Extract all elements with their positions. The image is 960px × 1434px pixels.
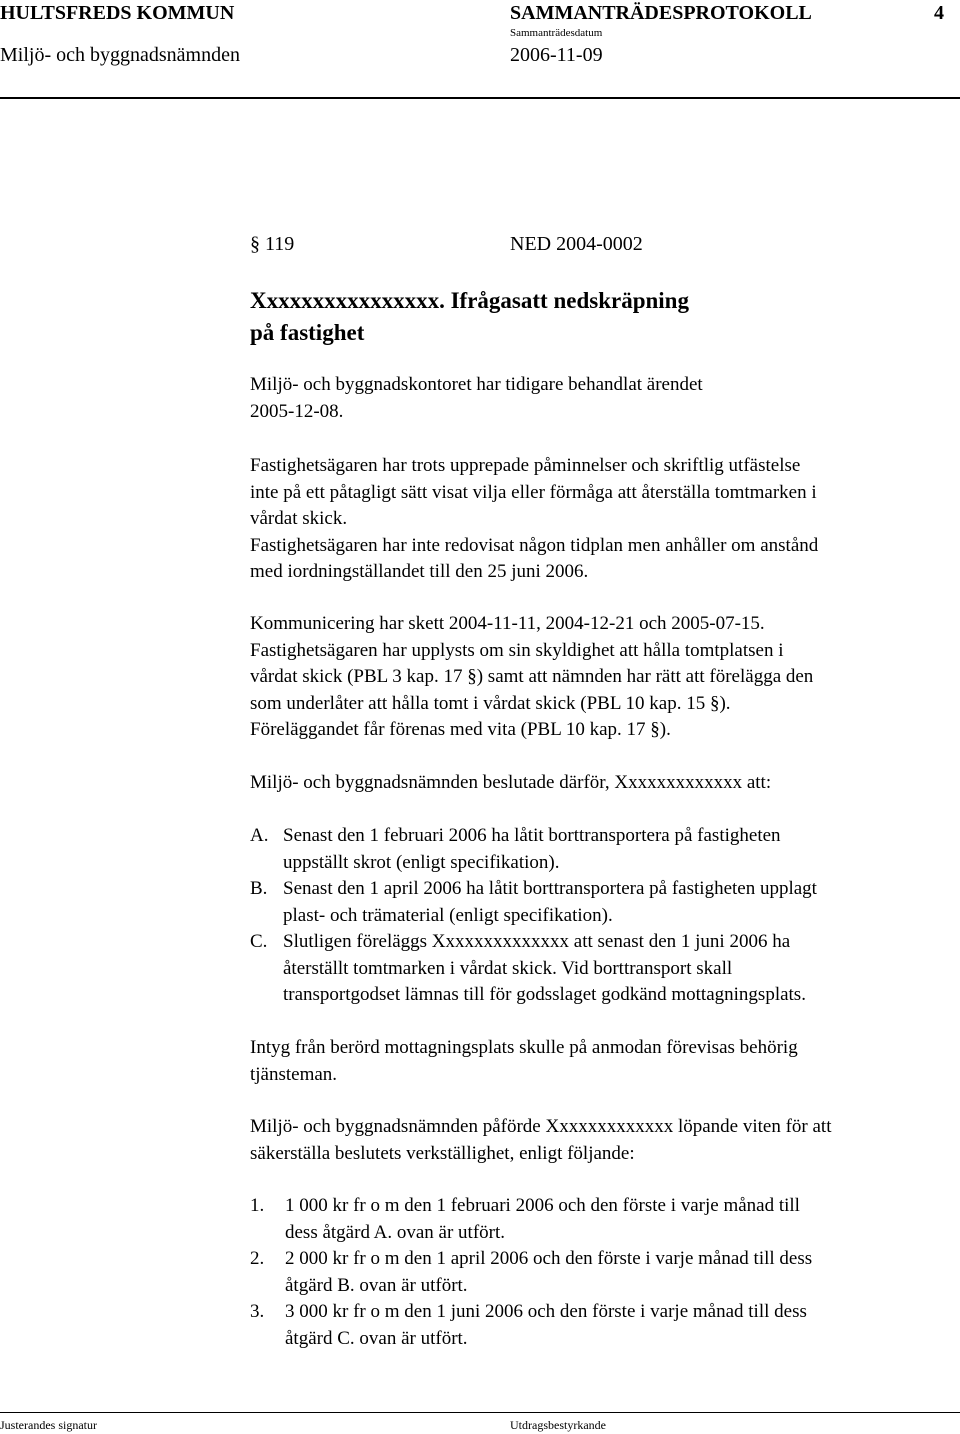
paragraph-fines-intro: Miljö- och byggnadsnämnden påförde Xxxxxxxxxxxxx löpande viten för att säkerställa beslutets verkställighet, enligt följande: xyxy=(250,1116,832,1164)
paragraph-communication: Kommunicering har skett 2004-11-11, 2004-12-21 och 2005-07-15. Fastighetsägaren har upplysts om sin skyldighet att hålla tomtplatsen i vårdat skick (PBL 3 kap. 17 §) samt att nämnden har rätt att förelägga den som underlåter att hålla tomt i vårdat skick (PBL 10 kap. 15 §). Föreläggandet får förenas med vita (PBL 10 kap. 17 §). xyxy=(250,613,814,740)
paragraph-number: § 119 xyxy=(250,233,295,255)
extract-certification-label: Utdragsbestyrkande xyxy=(510,1418,606,1432)
decision-intro: Miljö- och byggnadsnämnden beslutade därför, Xxxxxxxxxxxxx att: xyxy=(250,772,772,793)
decision-label-a: A. xyxy=(250,825,269,846)
decision-item-b: Senast den 1 april 2006 ha låtit borttransportera på fastigheten upplagt plast- och trämaterial (enligt specifikation). xyxy=(283,878,817,926)
org-name: HULTSFREDS KOMMUN xyxy=(0,2,235,24)
footer-rule xyxy=(0,1412,960,1413)
paragraph-history: Miljö- och byggnadskontoret har tidigare behandlat ärendet 2005-12-08. xyxy=(250,374,703,422)
fine-item-3: 3 000 kr fr o m den 1 juni 2006 och den förste i varje månad till dess åtgärd C. ovan är utfört. xyxy=(285,1301,807,1349)
decision-label-b: B. xyxy=(250,878,268,899)
decision-label-c: C. xyxy=(250,931,268,952)
fine-label-3: 3. xyxy=(250,1301,265,1322)
fine-label-1: 1. xyxy=(250,1195,265,1216)
doc-type: SAMMANTRÄDESPROTOKOLL xyxy=(510,2,812,24)
case-dnr: NED 2004-0002 xyxy=(510,233,643,255)
paragraph-owner: Fastighetsägaren har trots upprepade påminnelser och skriftlig utfästelse inte på ett påtagligt sätt visat vilja eller förmåga att återställa tomtmarken i vårdat skick. Fastighetsägaren har inte redovisat någon tidplan men anhåller om anstånd med iordningställandet till den 25 juni 2006. xyxy=(250,455,819,582)
decision-item-c: Slutligen föreläggs Xxxxxxxxxxxxxx att senast den 1 juni 2006 ha återställt tomtmarken i vårdat skick. Vid borttransport skall transportgodset lämnas till för godsslaget godkänd mottagningsplats. xyxy=(283,931,806,1005)
meeting-date: 2006-11-09 xyxy=(510,44,603,66)
fine-label-2: 2. xyxy=(250,1248,265,1269)
fine-item-2: 2 000 kr fr o m den 1 april 2006 och den förste i varje månad till dess åtgärd B. ovan är utfört. xyxy=(285,1248,813,1296)
date-label: Sammanträdesdatum xyxy=(510,27,603,39)
signature-label: Justerandes signatur xyxy=(0,1418,97,1432)
committee-name: Miljö- och byggnadsnämnden xyxy=(0,44,240,66)
case-title: Xxxxxxxxxxxxxxxx. Ifrågasatt nedskräpning på fastighet xyxy=(250,288,689,345)
paragraph-certificate: Intyg från berörd mottagningsplats skulle på anmodan förevisas behörig tjänsteman. xyxy=(250,1037,798,1085)
page-number: 4 xyxy=(934,2,944,24)
header-rule xyxy=(0,97,960,99)
decision-item-a: Senast den 1 februari 2006 ha låtit borttransportera på fastigheten uppställt skrot (enligt specifikation). xyxy=(283,825,781,873)
fine-item-1: 1 000 kr fr o m den 1 februari 2006 och den förste i varje månad till dess åtgärd A. ovan är utfört. xyxy=(285,1195,800,1243)
